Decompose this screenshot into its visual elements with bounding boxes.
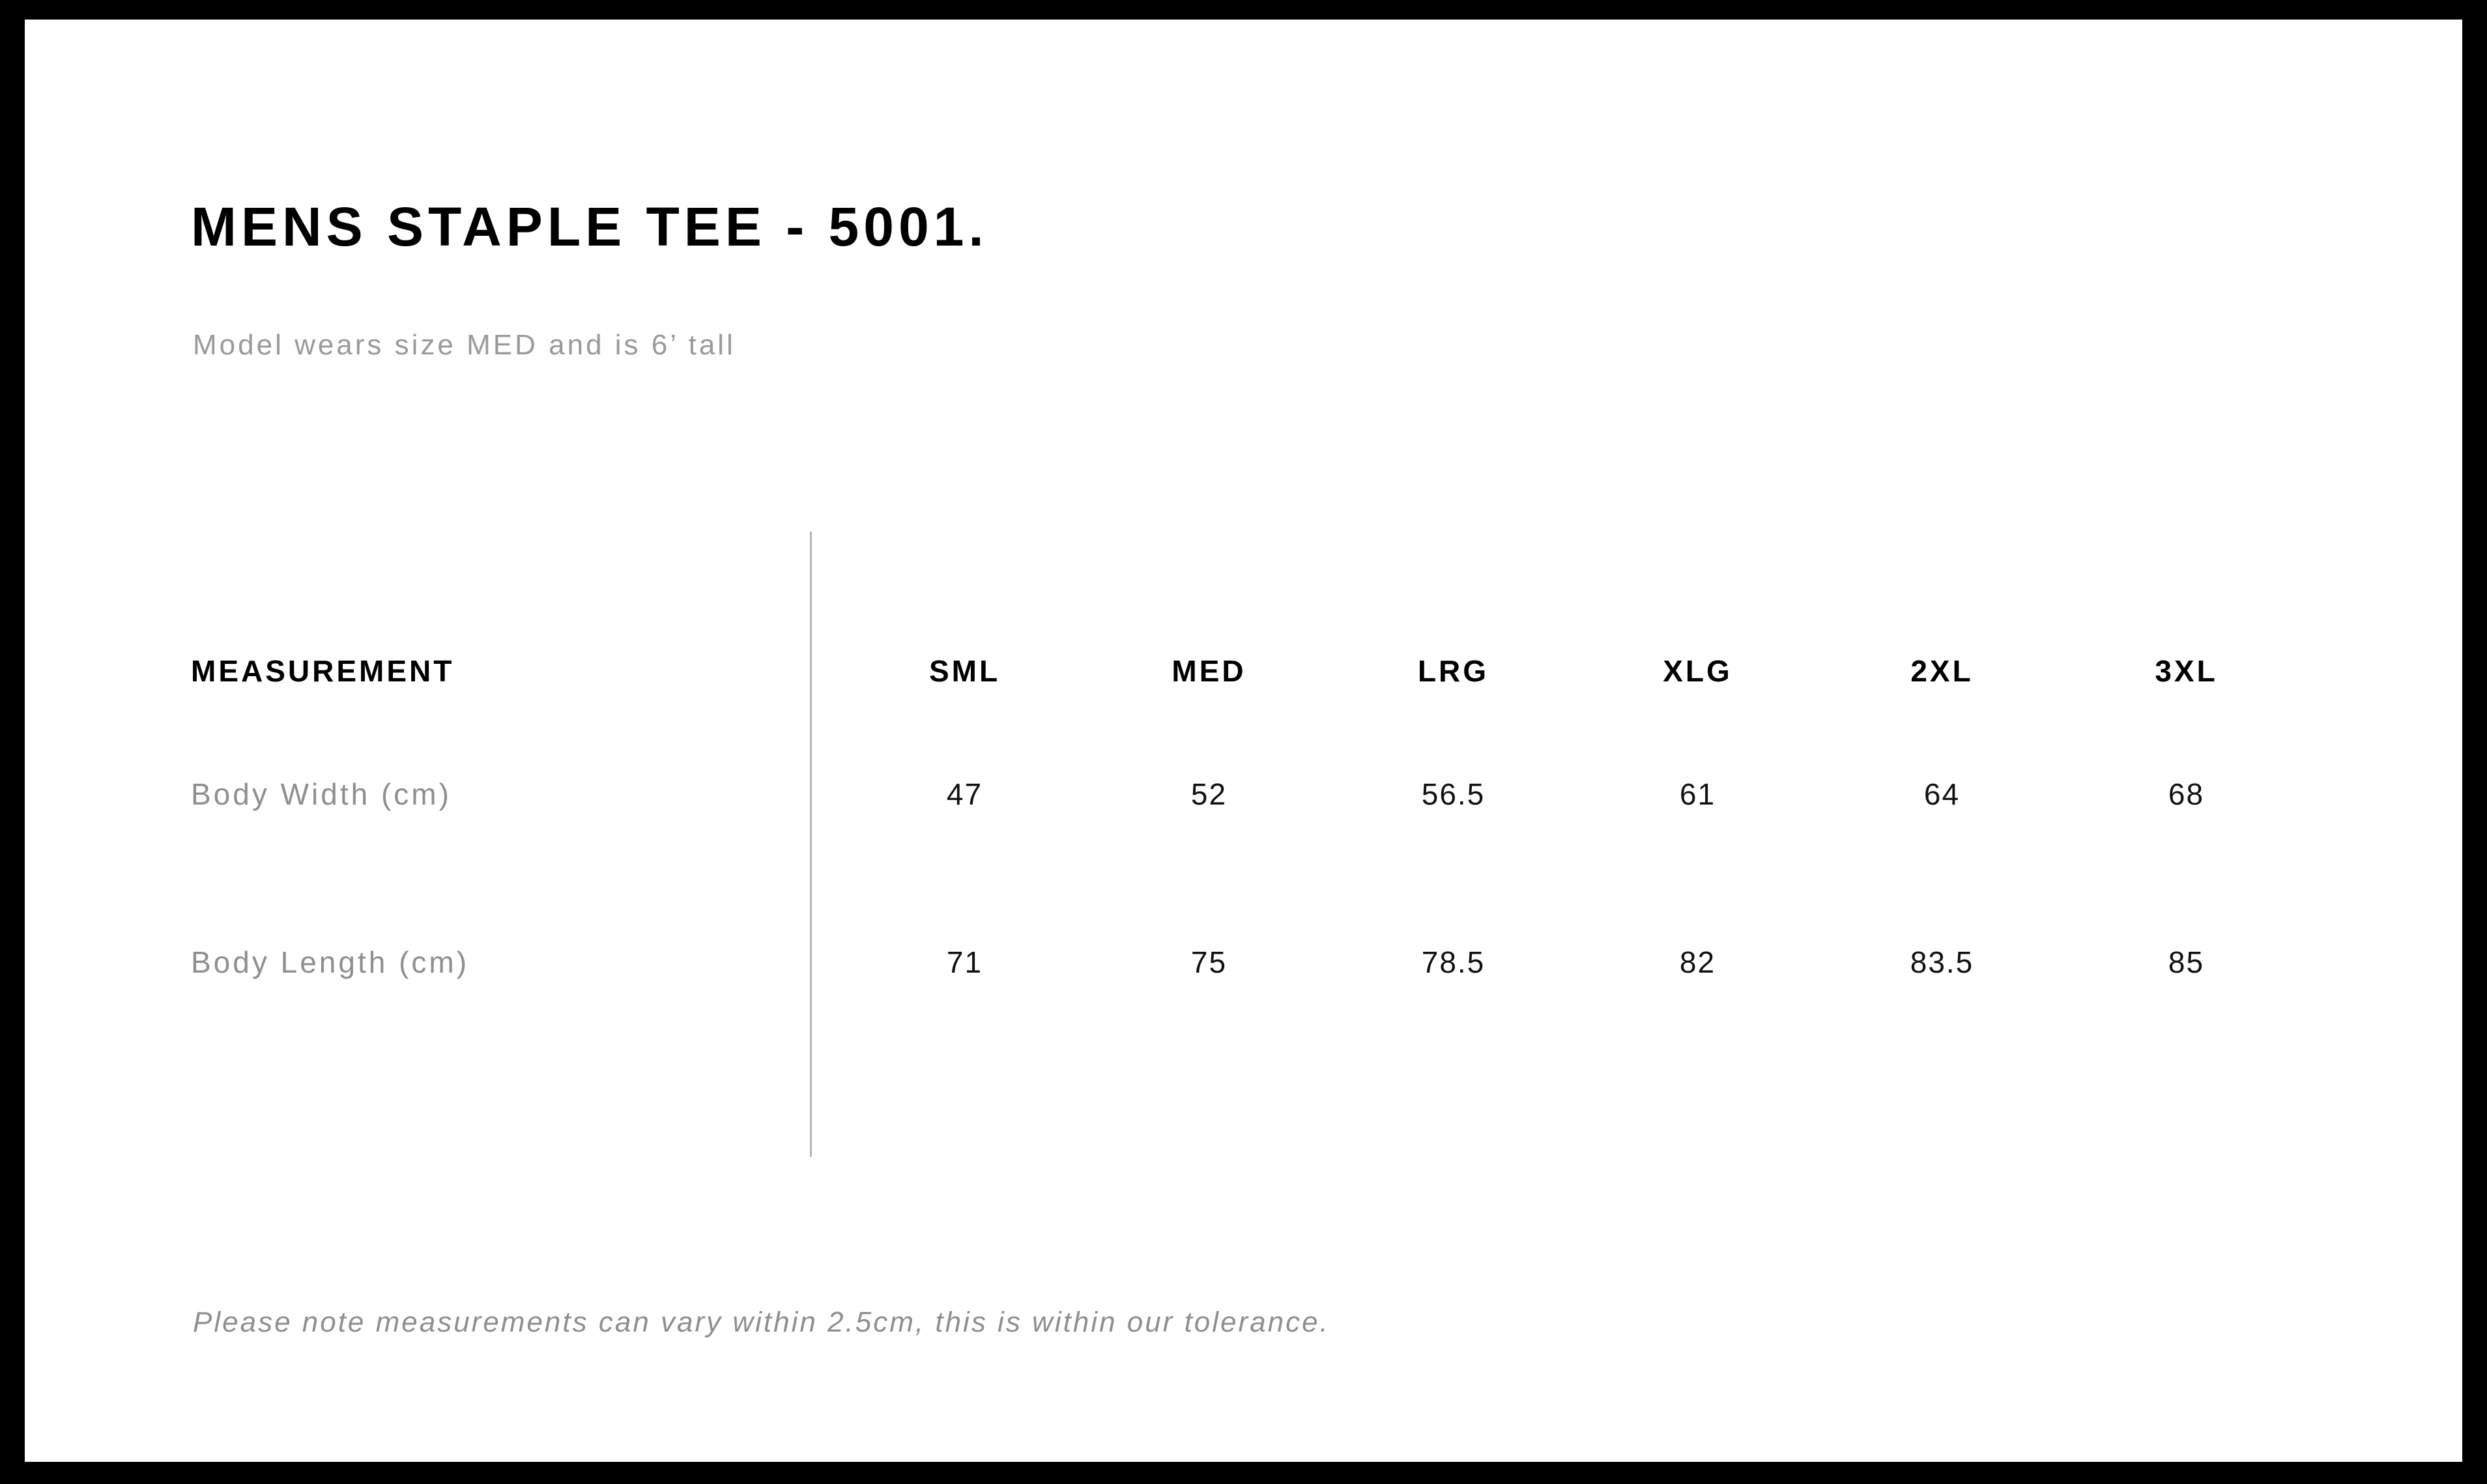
- column-header-3xl: 3XL: [2155, 654, 2218, 688]
- cell-body-length-lrg: 78.5: [1421, 945, 1486, 979]
- cell-body-width-med: 52: [1190, 777, 1228, 811]
- column-header-xlg: XLG: [1663, 654, 1732, 688]
- row-label-body-length: Body Length (cm): [191, 945, 470, 979]
- cell-body-length-3xl: 85: [2168, 945, 2205, 979]
- column-header-sml: SML: [928, 654, 1001, 688]
- column-header-measurement: MEASUREMENT: [191, 654, 455, 688]
- column-header-2xl: 2XL: [1910, 654, 1974, 688]
- tolerance-note: Please note measurements can vary within 2.5cm, this is within our tolerance.: [193, 1306, 1330, 1338]
- table-header-row: [191, 632, 2308, 710]
- cell-body-length-2xl: 83.5: [1910, 945, 1974, 979]
- page-title: MENS STAPLE TEE - 5001.: [191, 196, 988, 257]
- model-info-text: Model wears size MED and is 6’ tall: [193, 329, 736, 361]
- table-row: [191, 878, 2308, 1046]
- size-guide-card: [25, 20, 2462, 1462]
- cell-body-width-xlg: 61: [1679, 777, 1716, 811]
- content-area: [191, 20, 2384, 1462]
- cell-body-width-sml: 47: [946, 777, 983, 811]
- cell-body-length-sml: 71: [946, 945, 983, 979]
- cell-body-width-lrg: 56.5: [1421, 777, 1486, 811]
- cell-body-length-xlg: 82: [1679, 945, 1716, 979]
- cell-body-length-med: 75: [1190, 945, 1228, 979]
- row-label-body-width: Body Width (cm): [191, 777, 452, 811]
- size-chart-table: [191, 632, 2308, 1046]
- cell-body-width-2xl: 64: [1923, 777, 1961, 811]
- table-row: [191, 710, 2308, 878]
- column-header-med: MED: [1172, 654, 1246, 688]
- cell-body-width-3xl: 68: [2168, 777, 2205, 811]
- column-header-lrg: LRG: [1417, 654, 1489, 688]
